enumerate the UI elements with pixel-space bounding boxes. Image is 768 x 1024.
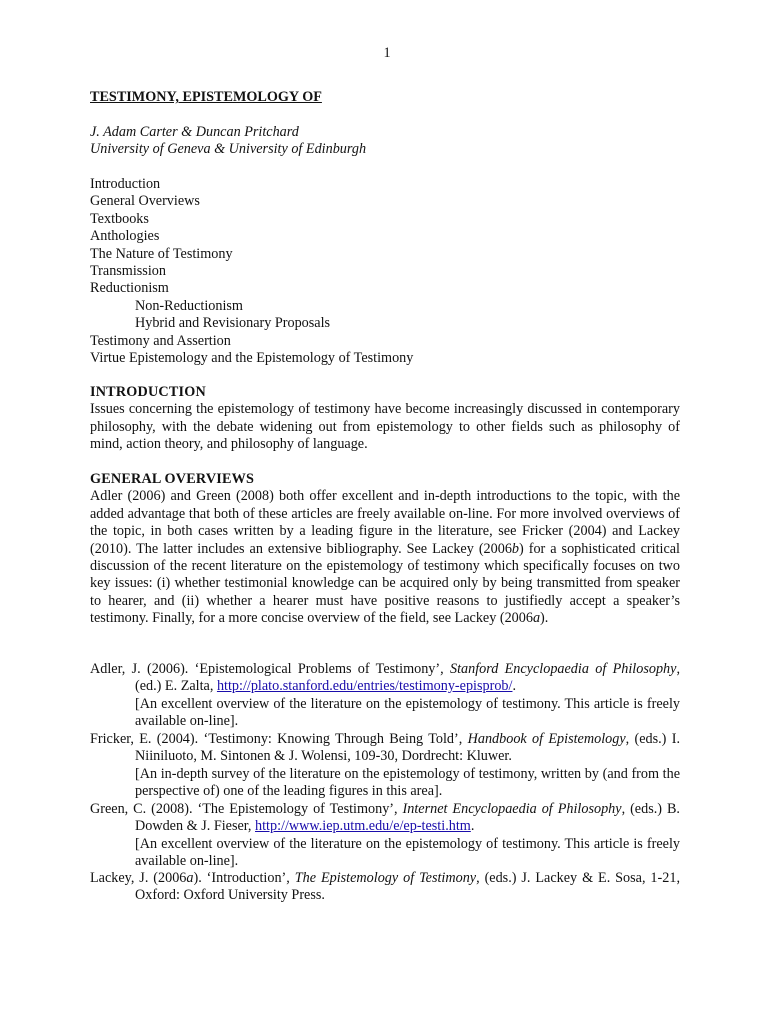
section-heading: GENERAL OVERVIEWS <box>90 471 255 487</box>
document-title: TESTIMONY, EPISTEMOLOGY OF <box>90 89 322 105</box>
introduction-paragraph: Issues concerning the epistemology of testimony have become increasingly discussed in contemporary philosophy, with the debate widening out from epistemology to other fields such as philosophy of mind, action theory, and philosophy of language. <box>90 401 680 453</box>
toc-item: Textbooks <box>90 210 149 227</box>
general-overviews-section <box>90 471 680 628</box>
reference-adler <box>90 661 680 731</box>
affiliation-line: University of Geneva & University of Edinburgh <box>90 141 367 158</box>
reference-annotation: [An excellent overview of the literature on the epistemology of testimony. This article is freely available on-line]. <box>135 835 680 870</box>
reference-citation: Green, C. (2008). ‘The Epistemology of Testimony’, Internet Encyclopaedia of Philosophy, (eds.) B. Dowden & J. Fieser, http://www.iep.utm.edu/e/ep-testi.htm. <box>90 801 680 835</box>
reference-citation: Lackey, J. (2006a). ‘Introduction’, The Epistemology of Testimony, (eds.) J. Lackey & E. Sosa, 1-21, Oxford: Oxford University Press. <box>90 870 680 904</box>
author-block <box>90 124 366 159</box>
reference-citation: Adler, J. (2006). ‘Epistemological Problems of Testimony’, Stanford Encyclopaedia of Philosophy, (ed.) E. Zalta, http://plato.stanford.edu/entries/testimony-episprob/. <box>90 661 680 695</box>
toc-subitem: Hybrid and Revisionary Proposals <box>135 315 331 332</box>
toc-item: Reductionism <box>90 280 169 297</box>
introduction-section <box>90 384 680 454</box>
reference-citation: Fricker, E. (2004). ‘Testimony: Knowing Through Being Told’, Handbook of Epistemology, (eds.) I. Niiniluoto, M. Sintonen & J. Wolensi, 109-30, Dordrecht: Kluwer. <box>90 731 680 765</box>
toc-item: Introduction <box>90 176 161 192</box>
reference-fricker <box>90 731 680 801</box>
section-heading: INTRODUCTION <box>90 384 206 400</box>
page-number: 1 <box>383 45 391 61</box>
toc-item: Anthologies <box>90 228 160 245</box>
toc-item: Transmission <box>90 263 166 280</box>
reference-annotation: [An excellent overview of the literature on the epistemology of testimony. This article is freely available on-line]. <box>135 695 680 730</box>
table-of-contents <box>90 176 413 367</box>
reference-lackey <box>90 870 680 905</box>
toc-subitem: Non-Reductionism <box>135 297 243 314</box>
toc-item: Testimony and Assertion <box>90 332 231 349</box>
reference-annotation: [An in-depth survey of the literature on the epistemology of testimony, written by (and from the perspective of) one of the leading figures in this area]. <box>135 765 680 800</box>
overview-paragraph: Adler (2006) and Green (2008) both offer excellent and in-depth introductions to the topic, with the added advantage that both of these articles are freely available on-line. For more involved overviews of the topic, in both cases written by a leading figure in the literature, see Fricker (2004) and Lackey (2010). The latter includes an extensive bibliography. See Lackey (2006b) for a sophisticated critical discussion of the recent literature on the epistemology of testimony which specifically focuses on two key issues: (i) whether testimonial knowledge can be acquired only by being transmitted from speaker to hearer, and (ii) whether a hearer must have positive reasons to justifiedly accept a speaker’s testimony. Finally, for a more concise overview of the field, see Lackey (2006a). <box>90 488 680 627</box>
toc-item: General Overviews <box>90 193 200 210</box>
reference-green <box>90 801 680 871</box>
green-link[interactable]: http://www.iep.utm.edu/e/ep-testi.htm <box>255 818 471 835</box>
toc-item: The Nature of Testimony <box>90 245 233 262</box>
adler-link[interactable]: http://plato.stanford.edu/entries/testimony-episprob/ <box>216 678 513 695</box>
authors-line: J. Adam Carter & Duncan Pritchard <box>90 124 299 140</box>
toc-item: Virtue Epistemology and the Epistemology of Testimony <box>90 350 414 367</box>
